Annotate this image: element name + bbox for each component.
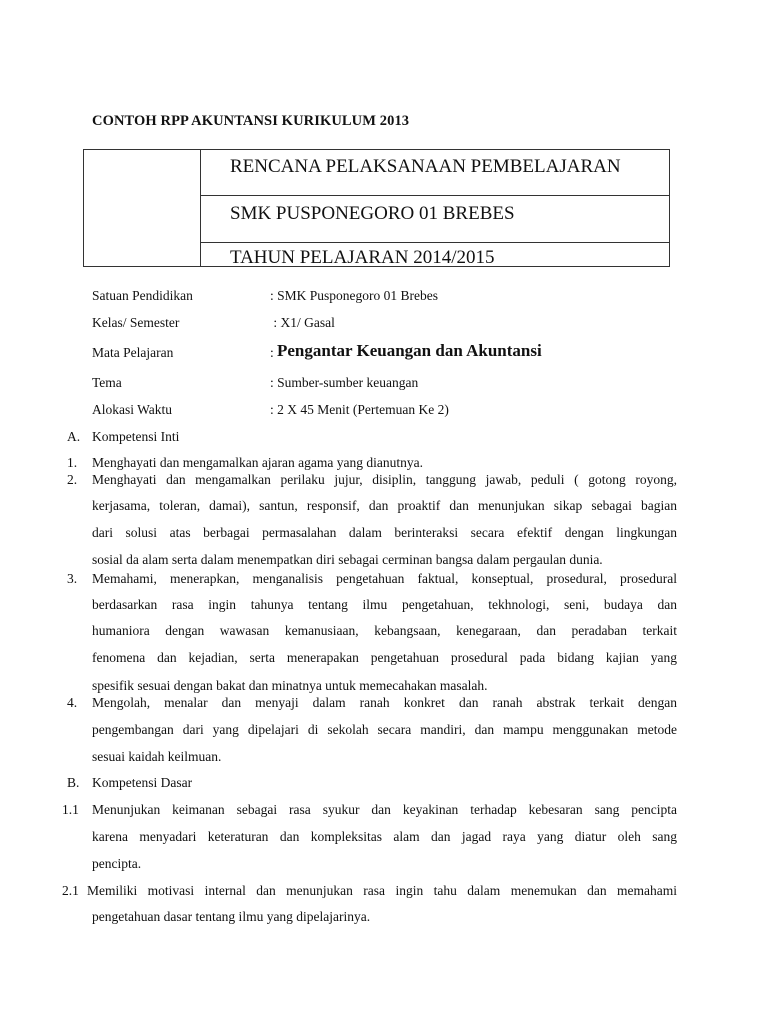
logo-cell [84, 150, 201, 266]
info-value: : 2 X 45 Menit (Pertemuan Ke 2) [270, 402, 449, 417]
header-table [83, 149, 670, 267]
section-marker: A. [67, 429, 81, 444]
item-line: pengetahuan dasar tentang ilmu yang dipelajarinya. [92, 909, 371, 924]
item-line: dari solusi atas berbagai permasalahan dalam berinteraksi secara efektif dengan lingkungan [92, 525, 677, 540]
info-value: : Sumber-sumber keuangan [270, 375, 419, 390]
item-line: humaniora dengan wawasan kemanusiaan, kebangsaan, kenegaraan, dan peradaban terkait [92, 623, 677, 638]
info-value: : SMK Pusponegoro 01 Brebes [270, 288, 438, 303]
info-value-prefix: : [270, 345, 278, 360]
item-line: pencipta. [92, 856, 142, 871]
item-line: sosial da alam serta dalam menempatkan diri sebagai cerminan bangsa dalam pergaulan dunia. [92, 552, 603, 567]
item-line: Menunjukan keimanan sebagai rasa syukur dan keyakinan terhadap kebesaran sang pencipta [92, 802, 677, 817]
section-title: Kompetensi Dasar [92, 775, 193, 790]
item-line: Mengolah, menalar dan menyaji dalam ranah konkret dan ranah abstrak terkait dengan [92, 695, 677, 710]
item-line: Menghayati dan mengamalkan perilaku jujur, disiplin, tanggung jawab, peduli ( gotong royong, [92, 472, 677, 487]
item-line: fenomena dan kejadian, serta menerapakan pengetahuan prosedural pada bidang kajian yang [92, 650, 677, 665]
info-label: Mata Pelajaran [92, 345, 174, 360]
info-value-subject: Pengantar Keuangan dan Akuntansi [277, 341, 542, 360]
header-row-rencana: RENCANA PELAKSANAAN PEMBELAJARAN [200, 150, 669, 196]
item-line: spesifik sesuai dengan bakat dan minatnya untuk memecahakan masalah. [92, 678, 488, 693]
item-line: pengembangan dari yang dipelajari di sekolah secara mandiri, dan mampu menggunakan metode [92, 722, 677, 737]
item-line: Menghayati dan mengamalkan ajaran agama yang dianutnya. [92, 455, 423, 470]
item-number: 4. [67, 695, 78, 710]
item-line: kerjasama, toleran, damai), santun, responsif, dan proaktif dan menunjukan sikap sebagai bagian [92, 498, 677, 513]
item-number: 2.1 [62, 883, 79, 898]
item-number: 3. [67, 571, 78, 586]
info-label: Satuan Pendidikan [92, 288, 193, 303]
item-line: sesuai kaidah keilmuan. [92, 749, 222, 764]
document-title: CONTOH RPP AKUNTANSI KURIKULUM 2013 [92, 113, 410, 129]
item-line: Memahami, menerapkan, menganalisis pengetahuan faktual, konseptual, prosedural, prosedural [92, 571, 677, 586]
info-label: Alokasi Waktu [92, 402, 173, 417]
section-title: Kompetensi Inti [92, 429, 180, 444]
item-line: Memiliki motivasi internal dan menunjukan rasa ingin tahu dalam menemukan dan memahami [87, 883, 677, 898]
header-row-school: SMK PUSPONEGORO 01 BREBES [200, 196, 669, 243]
section-marker: B. [67, 775, 80, 790]
info-label: Tema [92, 375, 122, 390]
header-row-year: TAHUN PELAJARAN 2014/2015 [230, 247, 495, 268]
item-number: 1.1 [62, 802, 79, 817]
item-line: berdasarkan rasa ingin tahunya tentang ilmu pengetahuan, tekhnologi, seni, budaya dan [92, 597, 677, 612]
info-label: Kelas/ Semester [92, 315, 180, 330]
item-number: 2. [67, 472, 78, 487]
item-line: karena menyadari keteraturan dan kompleksitas alam dan jagad raya yang diatur oleh sang [92, 829, 677, 844]
info-value: : X1/ Gasal [270, 315, 335, 330]
item-number: 1. [67, 455, 78, 470]
